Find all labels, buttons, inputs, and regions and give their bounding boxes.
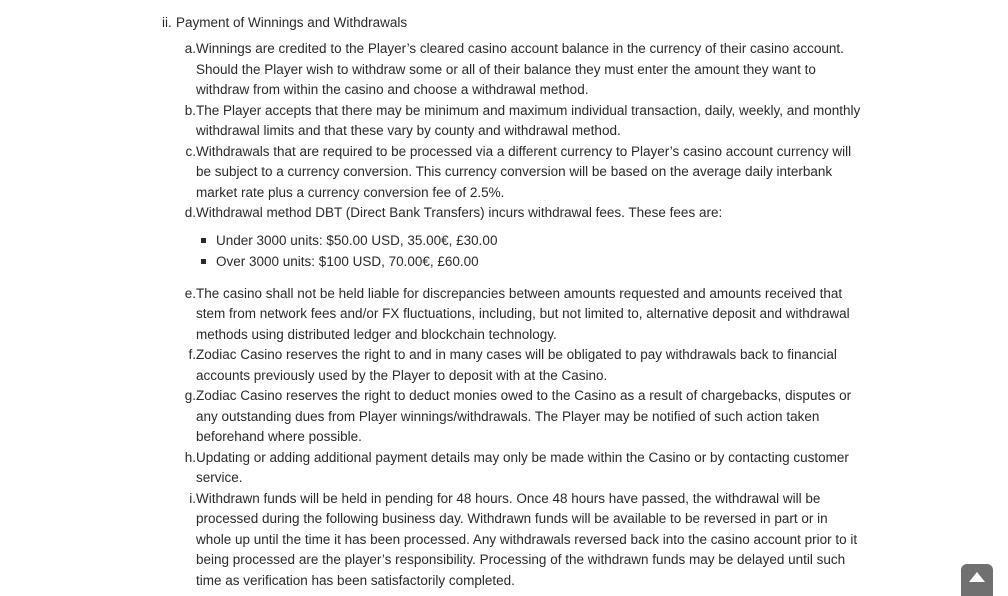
clause-body [196,345,862,386]
terms-content [162,12,862,591]
clause-body [196,101,862,142]
clause-c [162,142,862,204]
section-title: Payment of Winnings and Withdrawals [176,15,408,30]
clause-text: Withdrawn funds will be held in pending for 48 hours. Once 48 hours have passed, the withdrawal will be processed during the following business day. Withdrawn funds will be available to be reversed in part or in whole up until the time it has been processed. Any withdrawals reversed back into the casino account prior to it being processed are the player’s responsibility. Processing of the withdrawn funds may be delayed until such time as verification has been satisfactorily completed. [196,490,858,588]
clause-marker: c. [185,143,196,159]
chevron-up-icon [969,572,985,582]
clause-body [196,489,862,592]
fee-text: Over 3000 units: $100 USD, 70.00€, £60.00 [216,253,479,269]
clause-g [162,386,862,448]
clause-e [162,284,862,346]
clause-marker: a. [184,41,196,56]
section-marker: ii. [162,15,172,30]
clause-marker: e. [184,285,196,301]
clause-body [196,142,862,204]
clause-marker: g. [184,388,196,403]
bullet-icon [201,259,206,264]
fee-text: Under 3000 units: $50.00 USD, 35.00€, £30.00 [216,232,498,248]
clause-h [162,448,862,489]
clause-i [162,489,862,592]
clause-text: Winnings are credited to the Player’s cleared casino account balance in the currency of their casino account. Should the Player wish to withdraw some or all of their balance they must enter the amount they want to withdraw from within the casino and choose a withdrawal method. [196,41,844,97]
clause-body [196,448,862,489]
clause-marker: f. [188,347,196,362]
clause-text: The Player accepts that there may be minimum and maximum individual transaction, daily, weekly, and monthly withdrawal limits and that these vary by county and withdrawal method. [196,102,861,138]
clause-text: Zodiac Casino reserves the right to deduct monies owed to the Casino as a result of chargebacks, disputes or any outstanding dues from Player winnings/withdrawals. The Player may be notified of such action taken beforehand where possible. [196,388,852,444]
clause-d [162,203,862,284]
clause-b [162,101,862,142]
clause-f [162,345,862,386]
clause-body [196,39,862,101]
section-heading [162,12,862,34]
fee-item [196,251,862,272]
clause-text: Zodiac Casino reserves the right to and in many cases will be obligated to pay withdrawals back to financial accounts previously used by the Player to deposit with at the Casino. [196,347,837,383]
fee-item [196,230,862,251]
clause-marker: i. [189,490,196,506]
fees-list [196,230,862,272]
clause-text: Updating or adding additional payment details may only be made within the Casino or by contacting customer service. [196,449,849,485]
clause-body [196,386,862,448]
clause-body [196,284,862,346]
clause-text: The casino shall not be held liable for discrepancies between amounts requested and amounts received that stem from network fees and/or FX fluctuations, including, but not limited to, alternative deposit and withdrawal methods using distributed ledger and blockchain technology. [196,285,850,342]
clause-marker: h. [184,449,196,465]
clause-body [196,203,862,284]
bullet-icon [201,238,206,243]
clause-a [162,39,862,101]
clause-marker: b. [184,102,196,118]
scroll-to-top-button[interactable] [961,564,993,596]
clause-text: Withdrawal method DBT (Direct Bank Transfers) incurs withdrawal fees. These fees are: [196,205,723,220]
clause-text: Withdrawals that are required to be processed via a different currency to Player’s casino account currency will be subject to a currency conversion. This currency conversion will be based on the average daily interbank market rate plus a currency conversion fee of 2.5%. [196,143,852,200]
clause-marker: d. [184,205,196,220]
